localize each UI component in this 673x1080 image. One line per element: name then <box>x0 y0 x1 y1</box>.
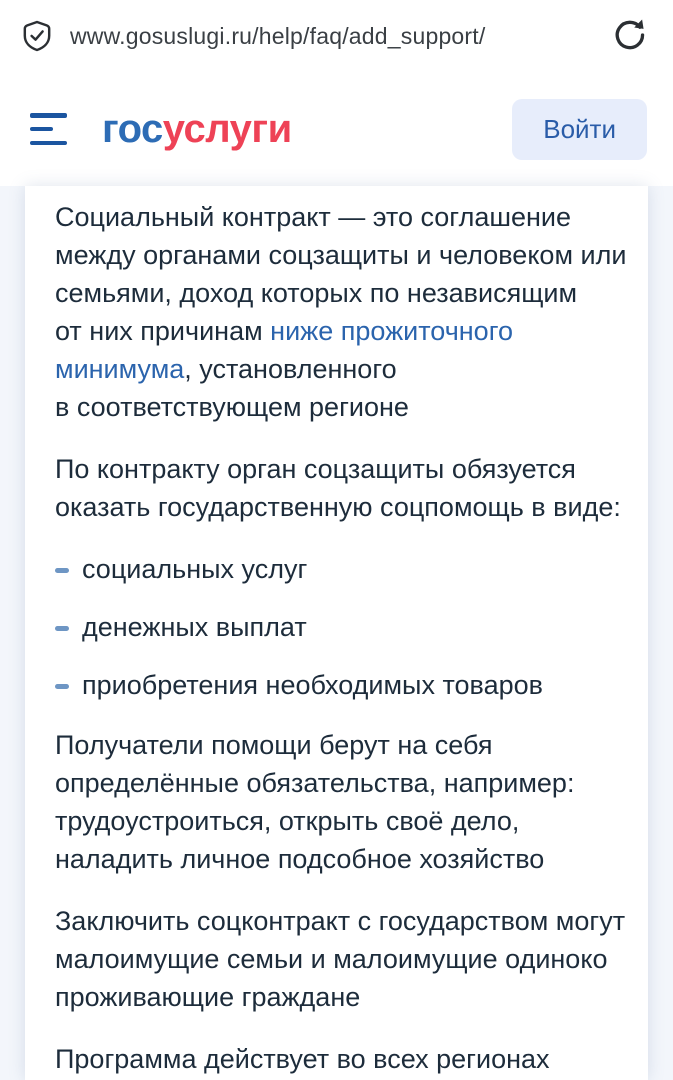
bullet-dash-icon <box>55 568 69 573</box>
page-background <box>0 186 673 1080</box>
text-line <box>55 312 620 350</box>
hamburger-menu-icon[interactable] <box>30 113 68 145</box>
subsistence-minimum-link[interactable]: минимума <box>55 354 185 384</box>
text-line: Программа действует во всех регионах <box>55 1044 550 1074</box>
text-segment: от них причинам <box>55 316 271 346</box>
text-line: проживающие граждане <box>55 982 361 1012</box>
text-line: трудоустроиться, открыть своё дело, <box>55 806 520 836</box>
text-line: По контракту орган соцзащиты обязуется <box>55 454 576 484</box>
list-item-label: приобретения необходимых товаров <box>82 670 543 700</box>
login-button[interactable]: Войти <box>512 99 647 160</box>
refresh-icon[interactable] <box>609 15 651 57</box>
text-line: между органами соцзащиты и человеком или <box>55 240 627 270</box>
gosuslugi-logo[interactable] <box>102 107 292 152</box>
text-line: Социальный контракт — это соглашение <box>55 202 572 232</box>
text-line: Заключить соцконтракт с государством могут <box>55 906 626 936</box>
text-segment: , установленного <box>184 354 397 384</box>
list-item-label: социальных услуг <box>82 554 308 584</box>
secure-shield-check-icon[interactable] <box>22 19 52 53</box>
text-line: семьями, доход которых по независящим <box>55 278 578 308</box>
url-text: www.gosuslugi.ru/help/faq/add_support/ <box>70 23 486 49</box>
browser-address-bar <box>0 0 673 72</box>
subsistence-minimum-link[interactable]: ниже прожиточного <box>270 316 513 346</box>
site-header <box>0 72 673 186</box>
text-line <box>55 350 620 388</box>
text-line: Получатели помощи берут на себя <box>55 730 493 760</box>
text-line: в соответствующем регионе <box>55 392 409 422</box>
list-item <box>55 666 620 704</box>
list-item <box>55 608 620 646</box>
paragraph-program-regions <box>55 1040 620 1078</box>
text-line: оказать государственную соцпомощь в виде: <box>55 492 621 522</box>
bullet-dash-icon <box>55 626 69 631</box>
text-line: наладить личное подсобное хозяйство <box>55 844 545 874</box>
paragraph-eligibility <box>55 902 626 1016</box>
paragraph-recipient-obligations <box>55 726 620 878</box>
logo-text-red: услуги <box>162 106 292 151</box>
assistance-types-list <box>55 550 620 704</box>
url-fade-overlay <box>545 19 597 53</box>
content-card <box>25 186 648 1080</box>
url-bar[interactable] <box>70 19 597 53</box>
list-item <box>55 550 620 588</box>
paragraph-agency-obligations <box>55 450 620 526</box>
list-item-label: денежных выплат <box>82 612 307 642</box>
paragraph-social-contract-definition <box>55 198 627 426</box>
text-line: определённые обязательства, например: <box>55 768 575 798</box>
bullet-dash-icon <box>55 684 69 689</box>
logo-text-blue: гос <box>102 106 163 151</box>
text-line: малоимущие семьи и малоимущие одиноко <box>55 944 608 974</box>
